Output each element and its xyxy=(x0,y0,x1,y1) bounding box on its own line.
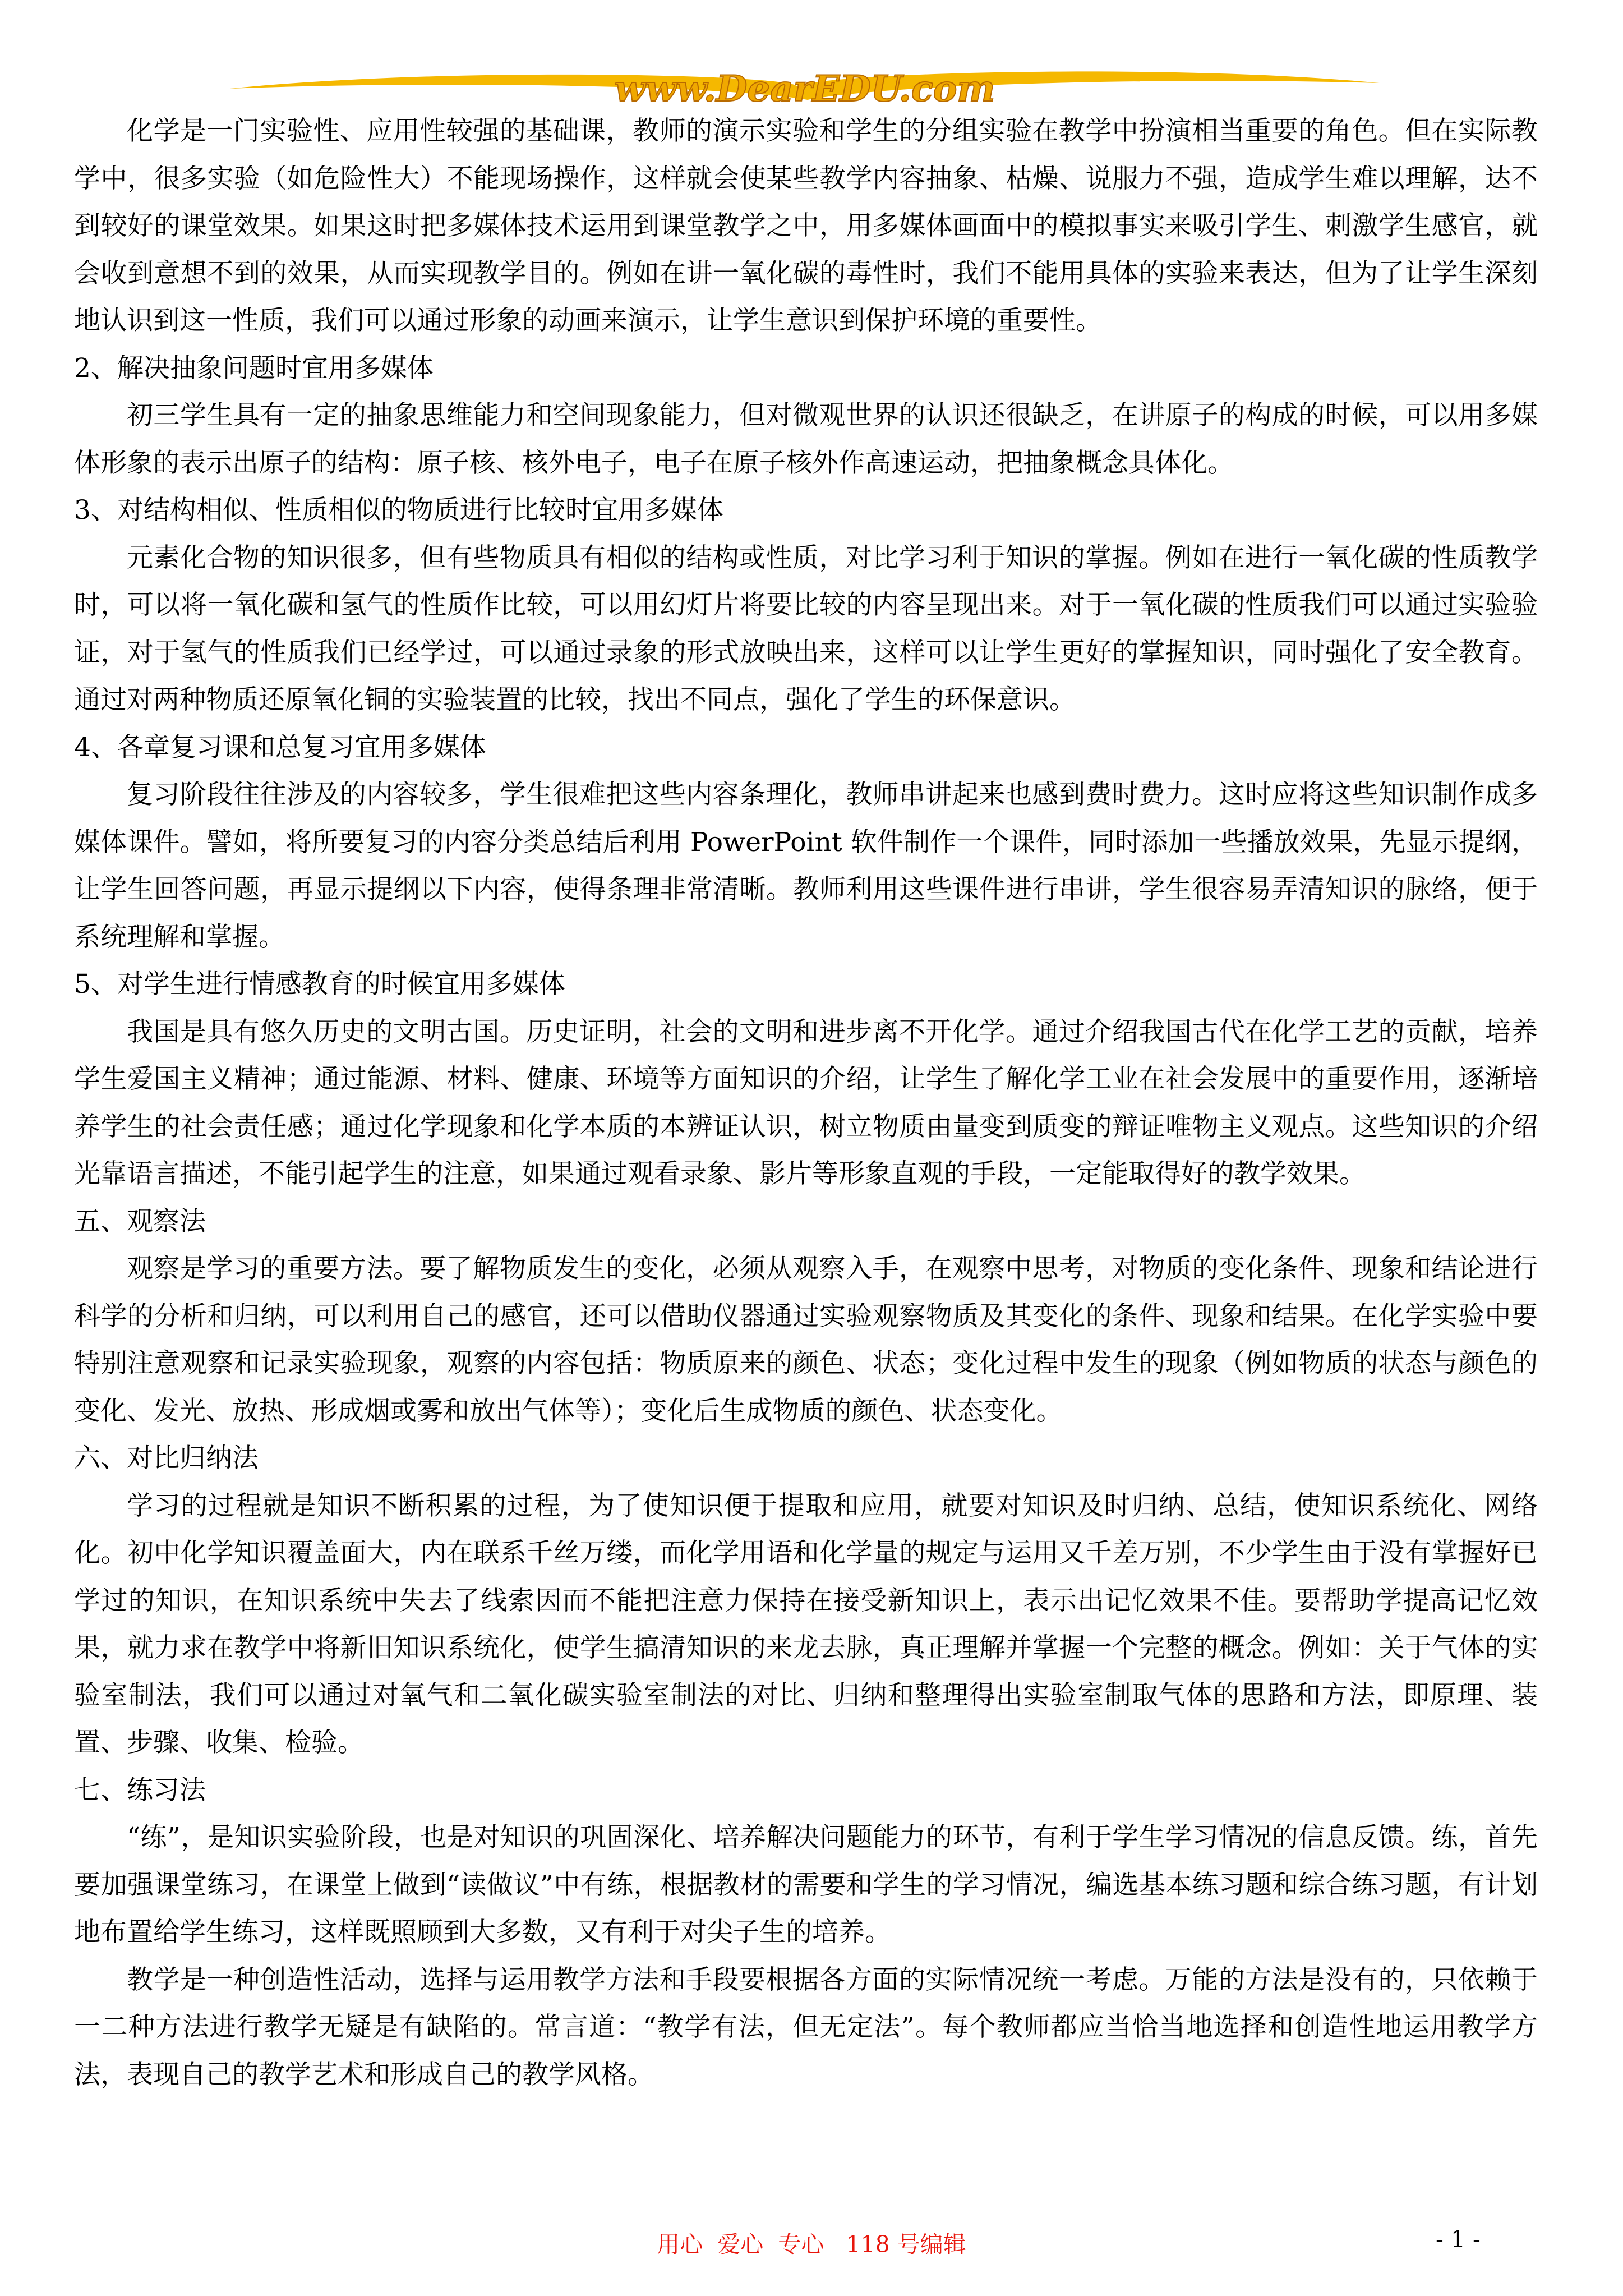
body-paragraph: 观察是学习的重要方法。要了解物质发生的变化，必须从观察入手，在观察中思考，对物质的变化条件、现象和结论进行科学的分析和归纳，可以利用自己的感官，还可以借助仪器通过实验观察物质及其变化的条件、现象和结果。在化学实验中要特别注意观察和记录实验现象，观察的内容包括：物质原来的颜色、状态；变化过程中发生的现象（例如物质的状态与颜色的变化、发光、放热、形成烟或雾和放出气体等）；变化后生成物质的颜色、状态变化。 xyxy=(74,1253,1538,1427)
body-paragraph: 复习阶段往往涉及的内容较多，学生很难把这些内容条理化，教师串讲起来也感到费时费力。这时应将这些知识制作成多媒体课件。譬如，将所要复习的内容分类总结后利用 PowerPoint 软件制作一个课件，同时添加一些播放效果，先显示提纲，让学生回答问题，再显示提纲以下内容，使得条理非常清晰。教师利用这些课件进行串讲，学生很容易弄清知识的脉络，便于系统理解和掌握。 xyxy=(74,779,1538,953)
page-number: - 1 - xyxy=(1436,2226,1481,2253)
section-heading: 5、对学生进行情感教育的时候宜用多媒体 xyxy=(74,969,565,1000)
footer-slogan: 用心 爱心 专心 118 号编辑 xyxy=(657,2231,966,2258)
section-heading: 六、对比归纳法 xyxy=(74,1443,259,1474)
section-heading: 4、各章复习课和总复习宜用多媒体 xyxy=(74,731,486,763)
section-heading: 3、对结构相似、性质相似的物质进行比较时宜用多媒体 xyxy=(74,495,723,526)
site-logo-banner xyxy=(224,61,1385,112)
section-heading: 五、观察法 xyxy=(74,1205,206,1237)
body-paragraph: 初三学生具有一定的抽象思维能力和空间现象能力，但对微观世界的认识还很缺乏，在讲原子的构成的时候，可以用多媒体形象的表示出原子的结构：原子核、核外电子，电子在原子核外作高速运动，把抽象概念具体化。 xyxy=(74,400,1538,478)
body-paragraph: 我国是具有悠久历史的文明古国。历史证明，社会的文明和进步离不开化学。通过介绍我国古代在化学工艺的贡献，培养学生爱国主义精神；通过能源、材料、健康、环境等方面知识的介绍，让学生了解化学工业在社会发展中的重要作用，逐渐培养学生的社会责任感；通过化学现象和化学本质的本辨证认识，树立物质由量变到质变的辩证唯物主义观点。这些知识的介绍光靠语言描述，不能引起学生的注意，如果通过观看录象、影片等形象直观的手段，一定能取得好的教学效果。 xyxy=(74,1016,1538,1189)
body-paragraph: “练”，是知识实验阶段，也是对知识的巩固深化、培养解决问题能力的环节，有利于学生学习情况的信息反馈。练，首先要加强课堂练习，在课堂上做到“读做议”中有练，根据教材的需要和学生的学习情况，编选基本练习题和综合练习题，有计划地布置给学生练习，这样既照顾到大多数，又有利于对尖子生的培养。 xyxy=(74,1822,1538,1948)
body-paragraph: 教学是一种创造性活动，选择与运用教学方法和手段要根据各方面的实际情况统一考虑。万能的方法是没有的，只依赖于一二种方法进行教学无疑是有缺陷的。常言道：“教学有法，但无定法”。每个教师都应当恰当地选择和创造性地运用教学方法，表现自己的教学艺术和形成自己的教学风格。 xyxy=(74,1964,1538,2090)
body-paragraph: 学习的过程就是知识不断积累的过程，为了使知识便于提取和应用，就要对知识及时归纳、总结，使知识系统化、网络化。初中化学知识覆盖面大，内在联系千丝万缕，而化学用语和化学量的规定与运用又千差万别，不少学生由于没有掌握好已学过的知识，在知识系统中失去了线索因而不能把注意力保持在接受新知识上，表示出记忆效果不佳。要帮助学提高记忆效果，就力求在教学中将新旧知识系统化，使学生搞清知识的来龙去脉，真正理解并掌握一个完整的概念。例如：关于气体的实验室制法，我们可以通过对氧气和二氧化碳实验室制法的对比、归纳和整理得出实验室制取气体的思路和方法，即原理、装置、步骤、收集、检验。 xyxy=(74,1490,1538,1758)
body-paragraph: 元素化合物的知识很多，但有些物质具有相似的结构或性质，对比学习利于知识的掌握。例如在进行一氧化碳的性质教学时，可以将一氧化碳和氢气的性质作比较，可以用幻灯片将要比较的内容呈现出来。对于一氧化碳的性质我们可以通过实验验证，对于氢气的性质我们已经学过，可以通过录象的形式放映出来，这样可以让学生更好的掌握知识，同时强化了安全教育。通过对两种物质还原氧化铜的实验装置的比较，找出不同点，强化了学生的环保意识。 xyxy=(74,542,1538,715)
body-paragraph: 化学是一门实验性、应用性较强的基础课，教师的演示实验和学生的分组实验在教学中扮演相当重要的角色。但在实际教学中，很多实验（如危险性大）不能现场操作，这样就会使某些教学内容抽象、枯燥、说服力不强，造成学生难以理解，达不到较好的课堂效果。如果这时把多媒体技术运用到课堂教学之中，用多媒体画面中的模拟事实来吸引学生、刺激学生感官，就会收到意想不到的效果，从而实现教学目的。例如在讲一氧化碳的毒性时，我们不能用具体的实验来表达，但为了让学生深刻地认识到这一性质，我们可以通过形象的动画来演示，让学生意识到保护环境的重要性。 xyxy=(74,116,1538,336)
section-heading: 七、练习法 xyxy=(74,1774,206,1806)
logo-text: www.DearEDU.com xyxy=(614,68,995,110)
section-heading: 2、解决抽象问题时宜用多媒体 xyxy=(74,352,434,384)
document-body xyxy=(74,108,1538,2099)
